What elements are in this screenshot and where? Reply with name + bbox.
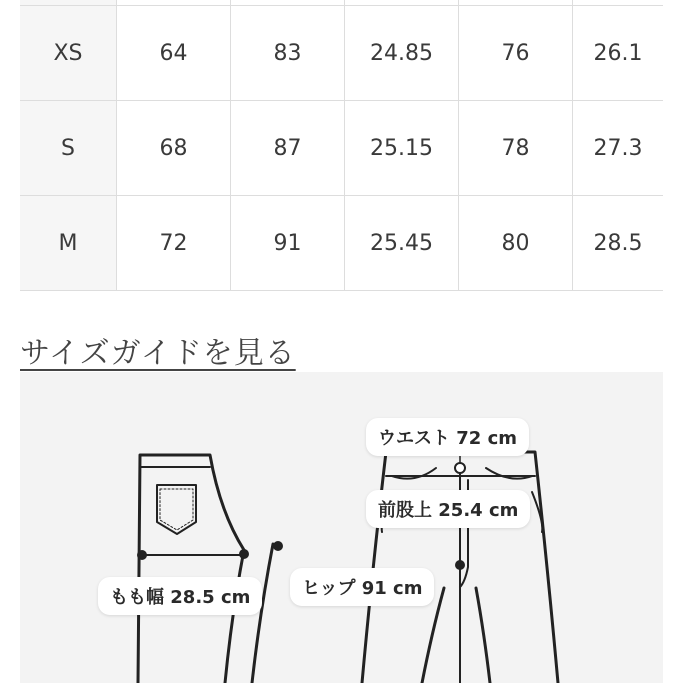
thigh-point-right (239, 549, 249, 559)
size-label: XS (20, 6, 117, 101)
table-cell: 24.85 (345, 6, 459, 101)
table-cell: 76 (459, 6, 573, 101)
table-cell: 91 (231, 196, 345, 291)
table-cell: 26.1 (573, 6, 664, 101)
thigh-measurement-label: もも幅 28.5 cm (98, 577, 262, 615)
size-guide-link[interactable]: サイズガイドを見る (20, 336, 296, 371)
table-cell: 25.45 (345, 196, 459, 291)
table-row (20, 101, 663, 196)
table-row (20, 6, 663, 101)
table-cell: 87 (231, 101, 345, 196)
table-cell: 78 (459, 101, 573, 196)
table-cell: 64 (117, 6, 231, 101)
measure-point (273, 541, 283, 551)
table-cell: 68 (117, 101, 231, 196)
thigh-point-left (137, 550, 147, 560)
pants-back-view (138, 455, 273, 683)
front-rise-measurement-label: 前股上 25.4 cm (366, 490, 530, 528)
table-cell: 72 (117, 196, 231, 291)
hip-point (455, 560, 465, 570)
size-label: S (20, 101, 117, 196)
pants-illustration (20, 372, 663, 683)
table-cell: 80 (459, 196, 573, 291)
table-cell: 83 (231, 6, 345, 101)
waist-measurement-label: ウエスト 72 cm (366, 418, 529, 456)
size-chart-table (20, 0, 663, 291)
size-label: M (20, 196, 117, 291)
table-cell: 27.3 (573, 101, 664, 196)
table-cell: 25.15 (345, 101, 459, 196)
table-cell: 28.5 (573, 196, 664, 291)
hip-measurement-label: ヒップ 91 cm (290, 568, 434, 606)
measurement-diagram (20, 372, 663, 683)
table-row (20, 196, 663, 291)
waist-point (455, 463, 465, 473)
